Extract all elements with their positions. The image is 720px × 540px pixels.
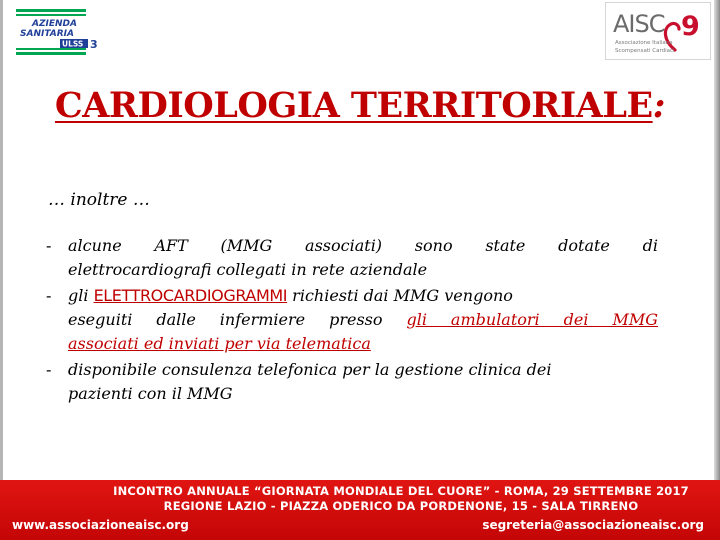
logo-left-line1: AZIENDA <box>32 19 77 29</box>
intro-text: … inoltre … <box>48 190 150 210</box>
slide-title <box>0 84 720 128</box>
bullet-dash: - <box>46 286 52 305</box>
telematica-highlight: associati ed inviati per via telematica <box>68 334 371 353</box>
logo-left-number: 3 <box>90 38 98 51</box>
aisc-logo <box>605 2 711 60</box>
bullet-1-line-1: alcune AFT (MMG associati) sono state dotate di <box>68 236 658 255</box>
slide-title-colon: : <box>652 85 666 126</box>
bullet-item <box>46 358 658 406</box>
bullet-2-post: richiesti dai MMG vengono <box>287 286 513 305</box>
bullet-list <box>46 234 658 408</box>
logo-left-ulss: ULSS <box>62 39 84 49</box>
azienda-sanitaria-logo <box>14 6 102 58</box>
bullet-1-line-2: elettrocardiografi collegati in rete aziendale <box>68 260 428 279</box>
bullet-item <box>46 284 658 356</box>
footer-venue-line: REGIONE LAZIO - PIAZZA ODERICO DA PORDENONE, 15 - SALA TIRRENO <box>163 499 639 513</box>
footer-website-link[interactable]: www.associazioneaisc.org <box>12 518 189 532</box>
logo-right-number: 9 <box>681 11 700 42</box>
logo-left-line2: SANITARIA <box>20 29 74 39</box>
ecg-highlight: ELETTROCARDIOGRAMMI <box>93 286 288 305</box>
bullet-2-pre: gli <box>68 286 94 305</box>
ambulatori-highlight: gli ambulatori dei MMG <box>406 310 658 329</box>
bullet-2-line2-pre: eseguiti dalle infermiere presso <box>68 310 407 329</box>
bullet-item <box>46 234 658 282</box>
logo-right-subtitle-1: Associazione Italiana <box>615 40 673 46</box>
footer-banner <box>0 480 720 540</box>
footer-event-line: INCONTRO ANNUALE “GIORNATA MONDIALE DEL CUORE” - ROMA, 29 SETTEMBRE 2017 <box>113 484 689 498</box>
bullet-dash: - <box>46 236 52 255</box>
bullet-2-line-1 <box>68 284 658 308</box>
footer-email-link[interactable]: segreteria@associazioneaisc.org <box>482 518 704 532</box>
bullet-dash: - <box>46 360 52 379</box>
logo-right-subtitle-2: Scompensati Cardiaci <box>615 48 675 54</box>
slide-title-text: CARDIOLOGIA TERRITORIALE <box>54 85 653 126</box>
slide-frame-right <box>714 0 720 480</box>
logo-right-acronym: AISC <box>613 10 665 38</box>
bullet-2-line-3 <box>68 332 658 356</box>
bullet-3-line-2: pazienti con il MMG <box>68 384 233 403</box>
slide-frame-left <box>0 0 3 480</box>
bullet-3-line-1: disponibile consulenza telefonica per la gestione clinica dei <box>68 360 552 379</box>
bullet-2-line-2 <box>68 308 658 332</box>
